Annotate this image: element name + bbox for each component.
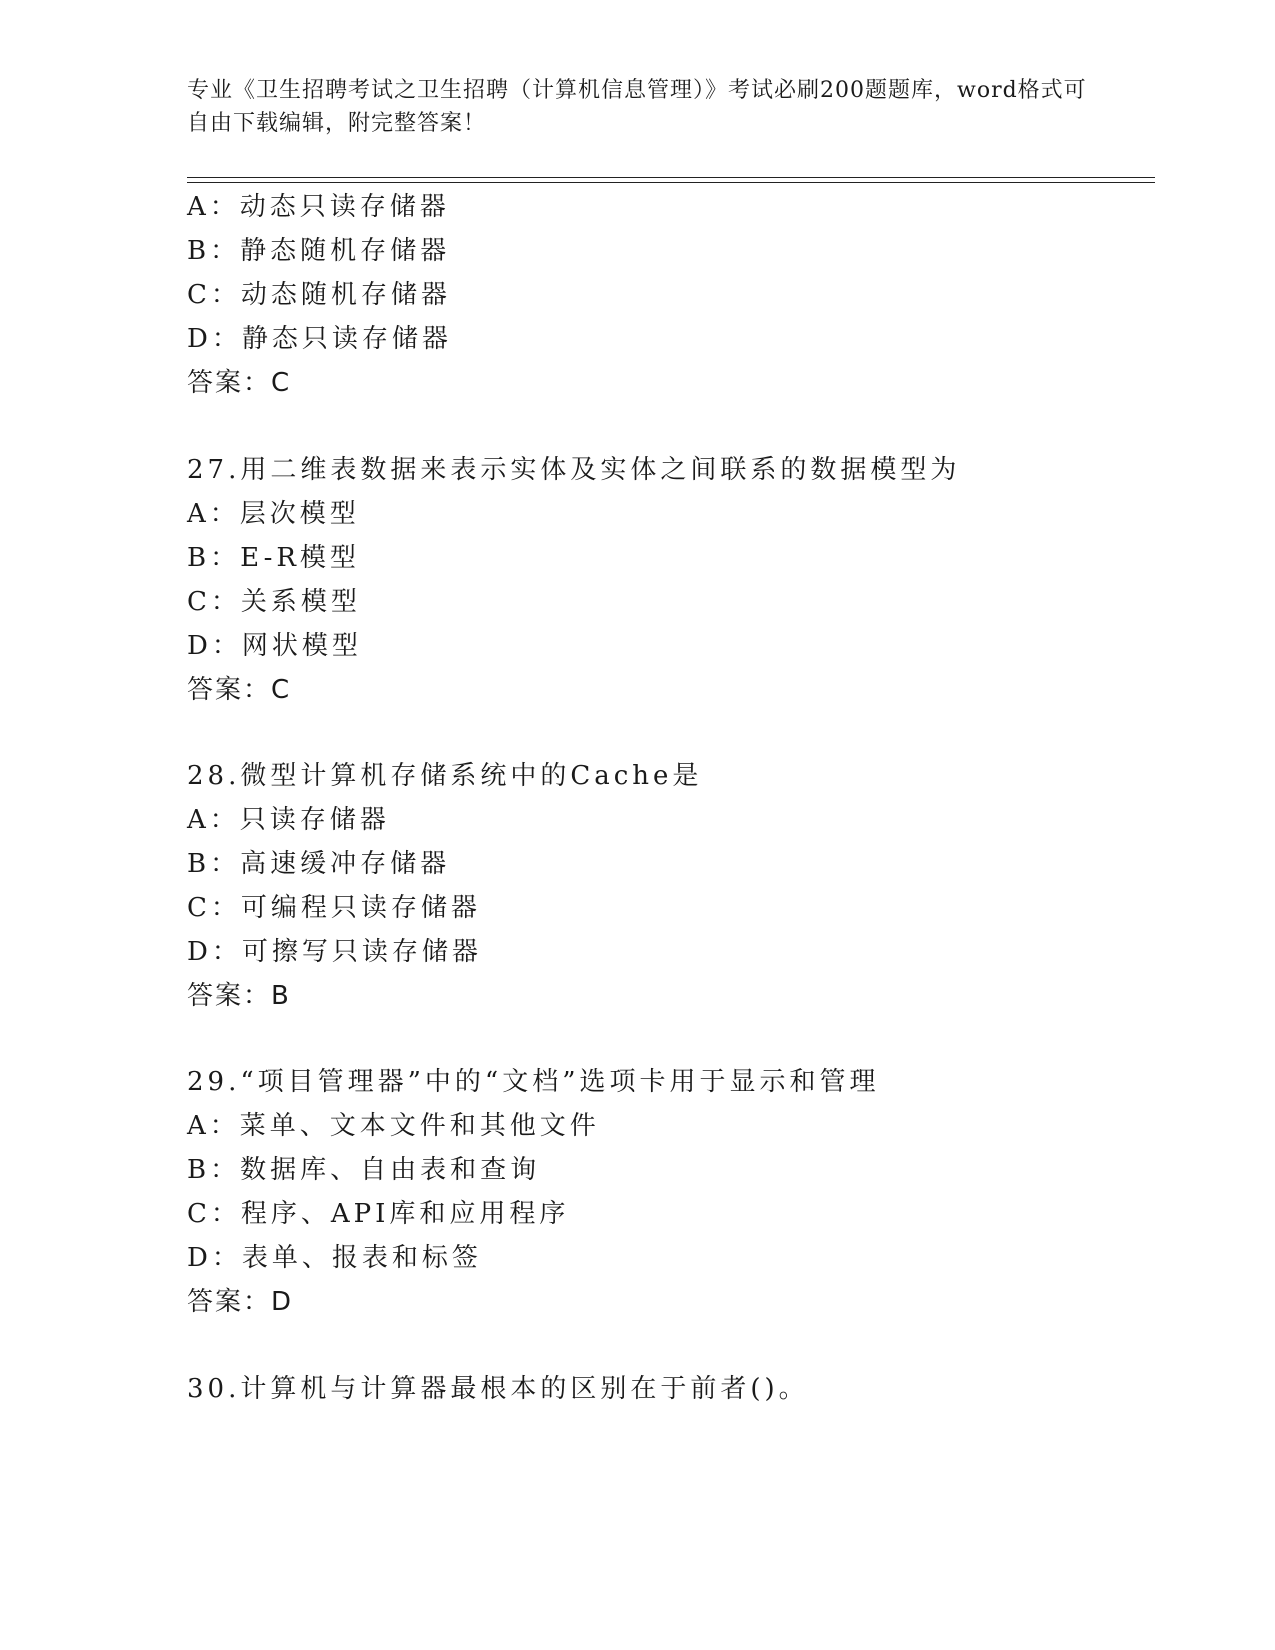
header-divider-bottom <box>187 182 1155 183</box>
q29-answer: 答案：D <box>187 1287 294 1317</box>
document-header: 专业《卫生招聘考试之卫生招聘（计算机信息管理）》考试必刷200题题库，word格式可自由下载编辑，附完整答案！ <box>187 78 1087 136</box>
q29-option-c: C：程序、API库和应用程序 <box>187 1199 570 1229</box>
q27-option-a: A：层次模型 <box>187 499 360 529</box>
q29-stem: 29.“项目管理器”中的“文档”选项卡用于显示和管理 <box>187 1067 880 1097</box>
q28-answer: 答案：B <box>187 981 291 1011</box>
q28-option-d: D：可擦写只读存储器 <box>187 937 482 967</box>
q28-stem: 28.微型计算机存储系统中的Cache是 <box>187 761 703 791</box>
q27-stem: 27.用二维表数据来表示实体及实体之间联系的数据模型为 <box>187 455 961 485</box>
q26-option-a: A：动态只读存储器 <box>187 192 450 222</box>
q27-option-b: B：E-R模型 <box>187 543 360 573</box>
q26-option-c: C：动态随机存储器 <box>187 280 451 310</box>
q26-option-b: B：静态随机存储器 <box>187 236 451 266</box>
q29-option-d: D：表单、报表和标签 <box>187 1243 482 1273</box>
q28-option-a: A：只读存储器 <box>187 805 390 835</box>
q28-option-b: B：高速缓冲存储器 <box>187 849 451 879</box>
q27-answer: 答案：C <box>187 675 292 705</box>
q29-option-a: A：菜单、文本文件和其他文件 <box>187 1111 600 1141</box>
q28-option-c: C：可编程只读存储器 <box>187 893 481 923</box>
q29-option-b: B：数据库、自由表和查询 <box>187 1155 541 1185</box>
q27-option-c: C：关系模型 <box>187 587 361 617</box>
q26-answer: 答案：C <box>187 368 292 398</box>
q30-stem: 30.计算机与计算器最根本的区别在于前者()。 <box>187 1374 809 1404</box>
q27-option-d: D：网状模型 <box>187 631 362 661</box>
header-divider-top <box>187 177 1155 178</box>
q26-option-d: D：静态只读存储器 <box>187 324 452 354</box>
